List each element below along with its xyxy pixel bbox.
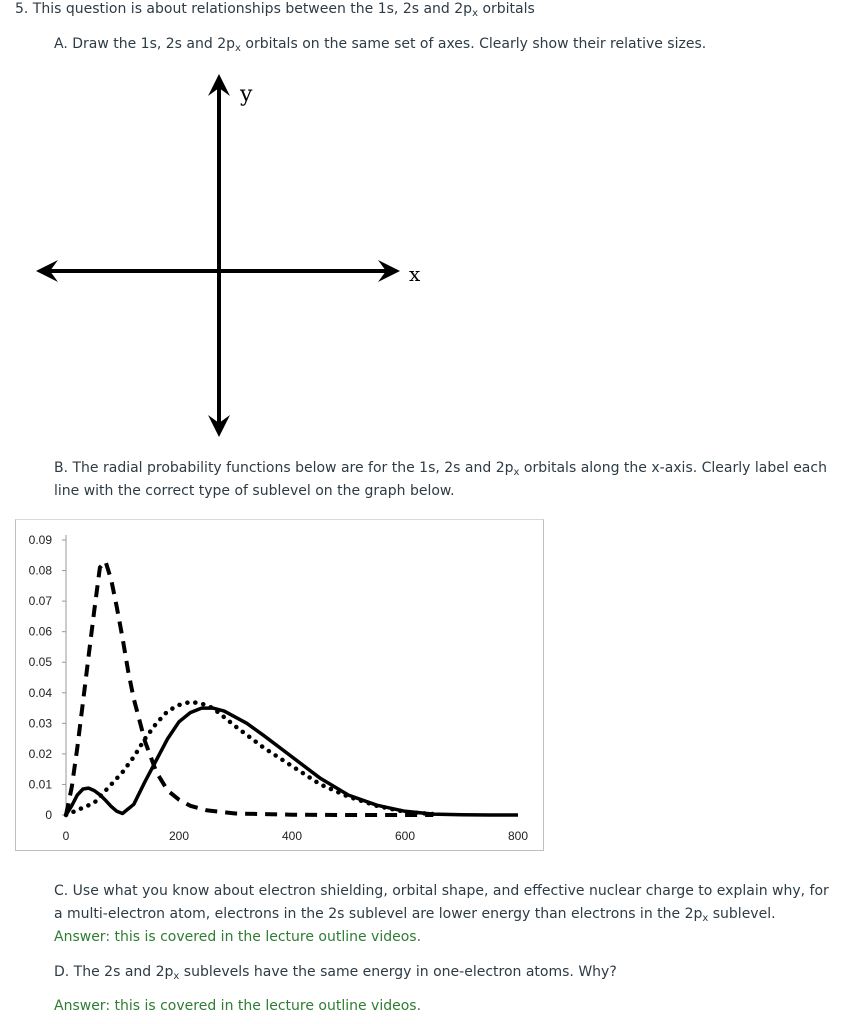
x-tick-label: 800 [507,829,529,843]
x-tick-label: 0 [62,829,70,843]
series-line-dotted [66,702,433,815]
series-lines [66,561,518,815]
y-tick-label: 0.08 [28,563,52,578]
part-a-prompt: A. Draw the 1s, 2s and $2p_x$ orbitals on the same set of axes. Clearly show their relative sizes. [54,36,707,54]
y-tick-label: 0.03 [28,716,52,731]
y-tick-label: 0.09 [28,533,52,547]
drawing-axes [0,60,855,440]
x-axis-ticks [63,829,529,843]
radial-probability-chart [0,510,560,855]
question-title: 5. This question is about relationships between the 1s, 2s and $2p_x$ orbitals [15,1,535,19]
y-tick-label: 0.06 [28,624,52,639]
y-tick-label: 0.02 [28,746,52,761]
part-d-prompt: D. The 2s and $2p_x$ sublevels have the same energy in one-electron atoms. Why? [54,964,617,982]
y-tick-label: 0 [45,808,52,822]
series-line-dashed [66,561,433,815]
y-tick-label: 0.01 [28,777,52,792]
x-tick-label: 600 [394,829,416,843]
y-tick-label: 0.07 [28,594,52,609]
y-tick-label: 0.05 [28,655,52,670]
part-c-prompt: C. Use what you know about electron shielding, orbital shape, and effective nuclear charge to explain why, for a multi-electron atom, electrons in the 2s sublevel are lower energy than electrons in the $2p_x$ sublevel. Answer: this is covered in the lecture outline videos. [54,883,829,945]
series-line-solid [66,708,518,815]
x-tick-label: 200 [168,829,190,843]
y-tick-label: 0.04 [28,685,52,700]
part-d-answer: Answer: this is covered in the lecture outline videos. [54,998,422,1014]
x-tick-label: 400 [281,829,303,843]
y-axis-label: y [240,82,253,107]
part-c-answer: Answer: this is covered in the lecture outline videos. [54,929,422,945]
y-axis-ticks [29,533,66,822]
part-b-prompt: B. The radial probability functions below are for the 1s, 2s and $2p_x$ orbitals along the x-axis. Clearly label each line with the correct type of sublevel on the graph below. [54,460,827,499]
x-axis-label: x [409,262,421,286]
